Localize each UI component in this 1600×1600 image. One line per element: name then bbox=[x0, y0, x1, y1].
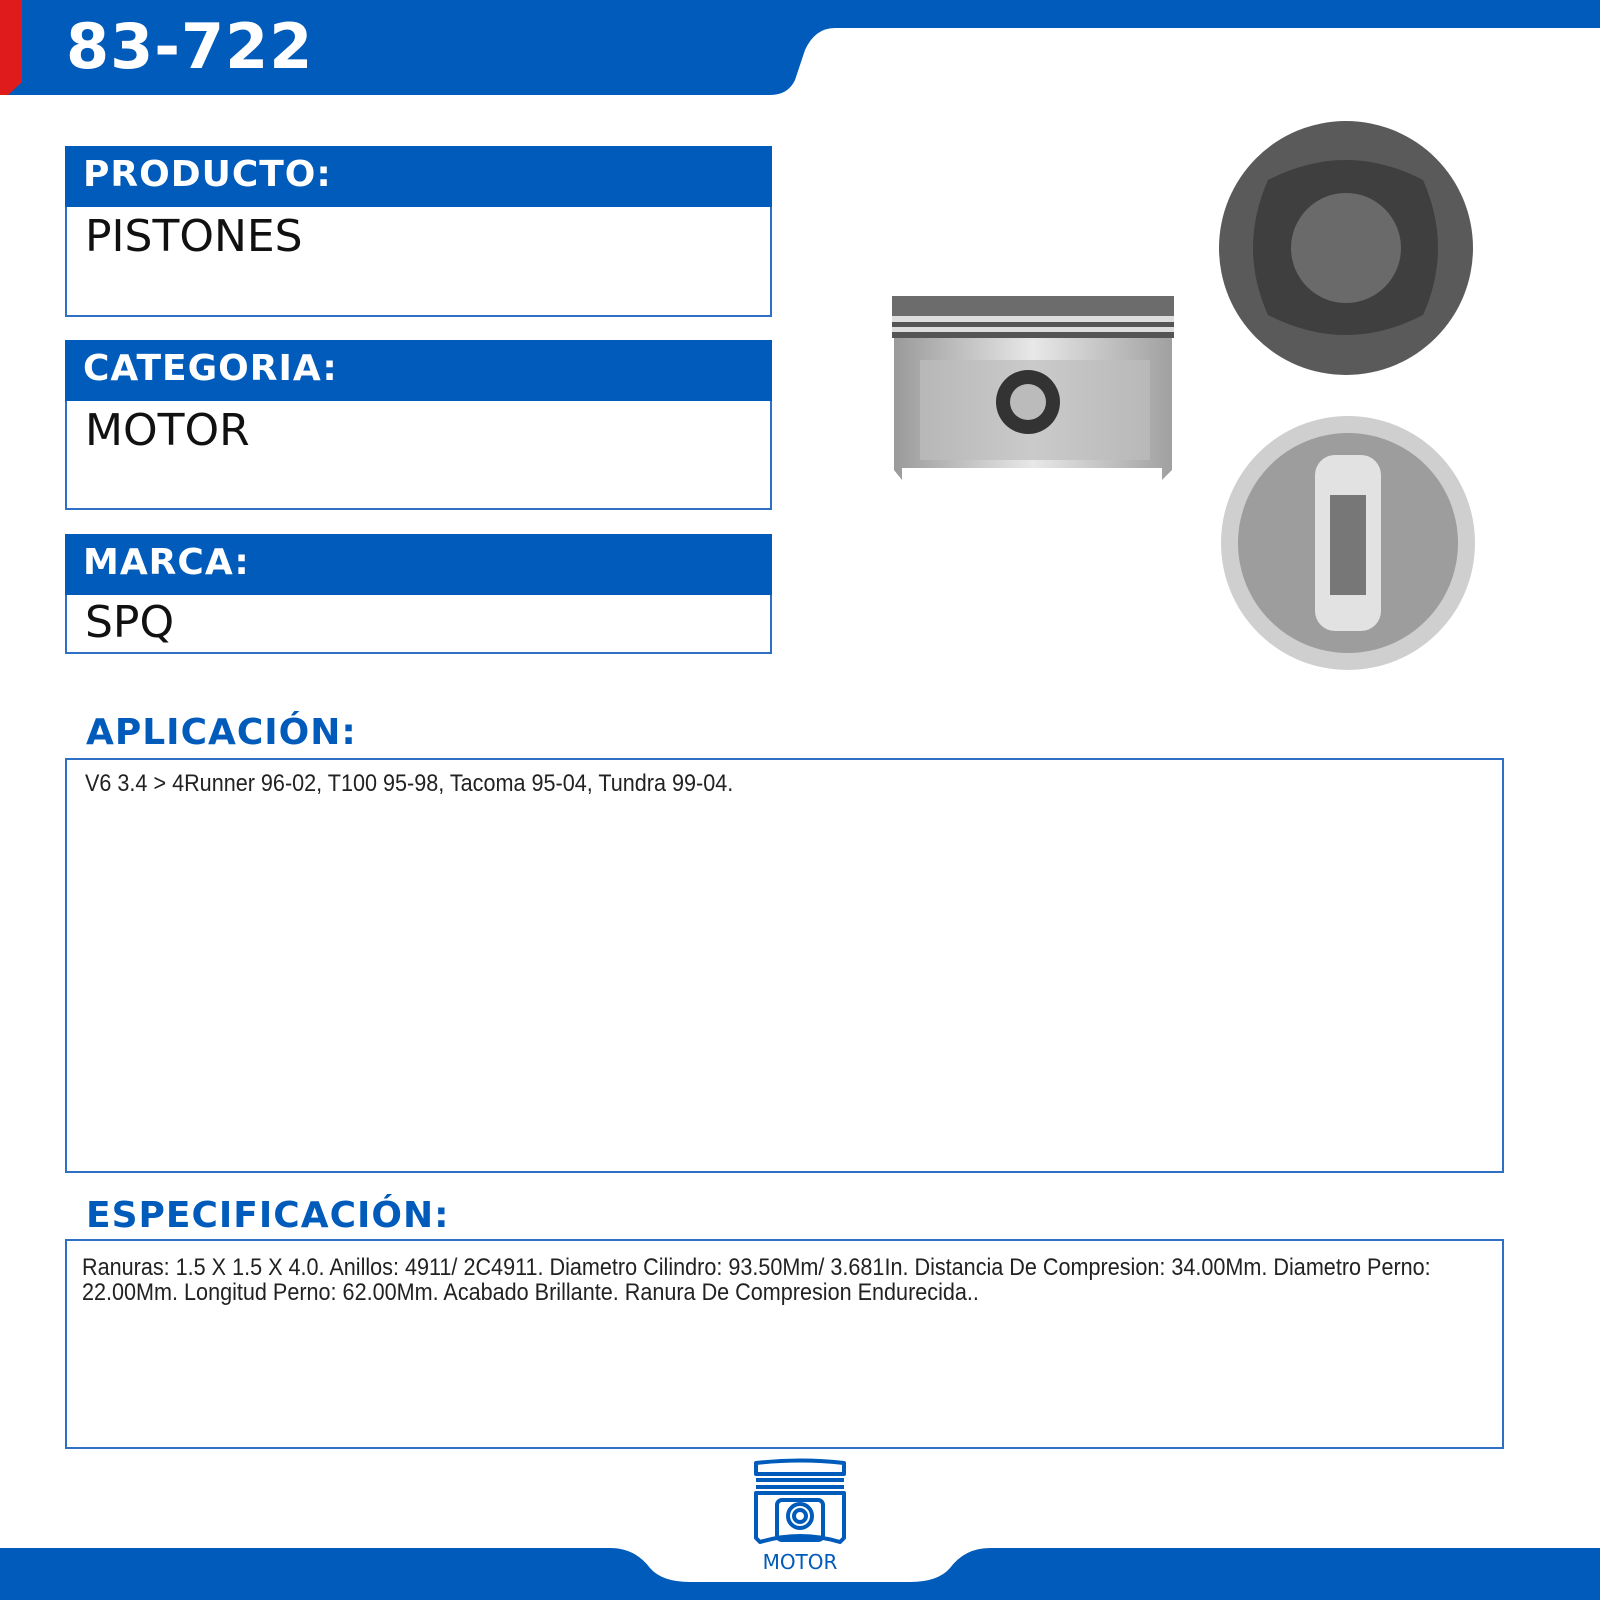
marca-value: SPQ bbox=[65, 595, 772, 654]
categoria-label: CATEGORIA: bbox=[65, 340, 772, 401]
producto-value: PISTONES bbox=[65, 207, 772, 317]
piston-top-image bbox=[1218, 120, 1478, 380]
aplicacion-text: V6 3.4 > 4Runner 96-02, T100 95-98, Tacoma 95-04, Tundra 99-04. bbox=[85, 770, 734, 797]
piston-bottom-image bbox=[1220, 415, 1480, 675]
especificacion-box bbox=[65, 1239, 1504, 1449]
especificacion-text: Ranuras: 1.5 X 1.5 X 4.0. Anillos: 4911/ 2C4911. Diametro Cilindro: 93.50Mm/ 3.681In. Distancia De Compresion: 34.00Mm. Diametro Perno: 22.00Mm. Longitud Perno: 62.00Mm. Acabado Brillante. Ranura De Compresion Endurecida.. bbox=[82, 1254, 1431, 1306]
producto-label: PRODUCTO: bbox=[65, 146, 772, 207]
aplicacion-box bbox=[65, 758, 1504, 1173]
piston-icon bbox=[752, 1458, 848, 1546]
categoria-value: MOTOR bbox=[65, 401, 772, 510]
especificacion-heading: ESPECIFICACIÓN: bbox=[86, 1195, 450, 1236]
piston-side-image bbox=[880, 290, 1180, 490]
footer-category-label: MOTOR bbox=[762, 1550, 838, 1574]
aplicacion-heading: APLICACIÓN: bbox=[86, 712, 357, 753]
marca-label: MARCA: bbox=[65, 534, 772, 595]
part-number-title: 83-722 bbox=[66, 10, 314, 83]
